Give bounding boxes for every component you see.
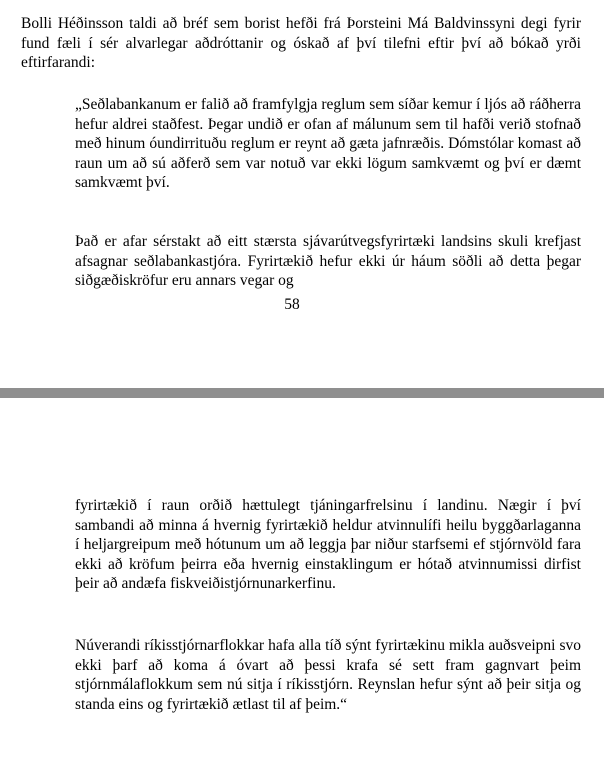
page-break-divider (0, 388, 604, 398)
page-number: 58 (284, 296, 300, 313)
quote-paragraph-1: „Seðlabankanum er falið að framfylgja reglum sem síðar kemur í ljós að ráðherra hefur aldrei staðfest. Þegar undið er ofan af málunum sem til hafði verið stofnað með hinum óundirrituðu reglum er reynt að gæta jafnræðis. Dómstólar komast að raun um að sú aðferð sem var notuð var ekki lögum samkvæmt og því er dæmt samkvæmt því. (75, 96, 581, 191)
document-page-lower (0, 398, 604, 761)
intro-paragraph: Bolli Héðinsson taldi að bréf sem borist hefði frá Þorsteini Má Baldvinssyni degi fyrir fund fæli í sér alvarlegar aðdróttanir og óskað af því tilefni eftir því að bókað yrði eftirfarandi: (21, 15, 581, 71)
quote-paragraph-2-end: fyrirtækið í raun orðið hættulegt tjáningarfrelsinu í landinu. Nægir í því sambandi að minna á hvernig fyrirtækið heldur atvinnulífi heilu byggðarlaganna í heljargreipum með hótunum um að leggja þar niður starfsemi ef stjórnvöld fara ekki að kröfum þeirra eða hvernig einstaklingum er hótað atvinnumissi dirfist þeir að andæfa fiskveiðistjórnunarkerfinu. (75, 497, 581, 592)
quote-paragraph-3: Núverandi ríkisstjórnarflokkar hafa alla tíð sýnt fyrirtækinu mikla auðsveipni svo ekki þarf að koma á óvart að þessi krafa sé sett fram gagnvart þeim stjórnmálaflokkum sem nú sitja í ríkisstjórn. Reynslan hefur sýnt að þeir sitja og standa eins og fyrirtækið ætlast til af þeim.“ (75, 637, 581, 713)
quote-paragraph-2-start: Það er afar sérstakt að eitt stærsta sjávarútvegsfyrirtæki landsins skuli krefjast afsagnar seðlabankastjóra. Fyrirtækið hefur ekki úr háum söðli að detta þegar siðgæðiskröfur eru annars vegar og (75, 233, 581, 289)
